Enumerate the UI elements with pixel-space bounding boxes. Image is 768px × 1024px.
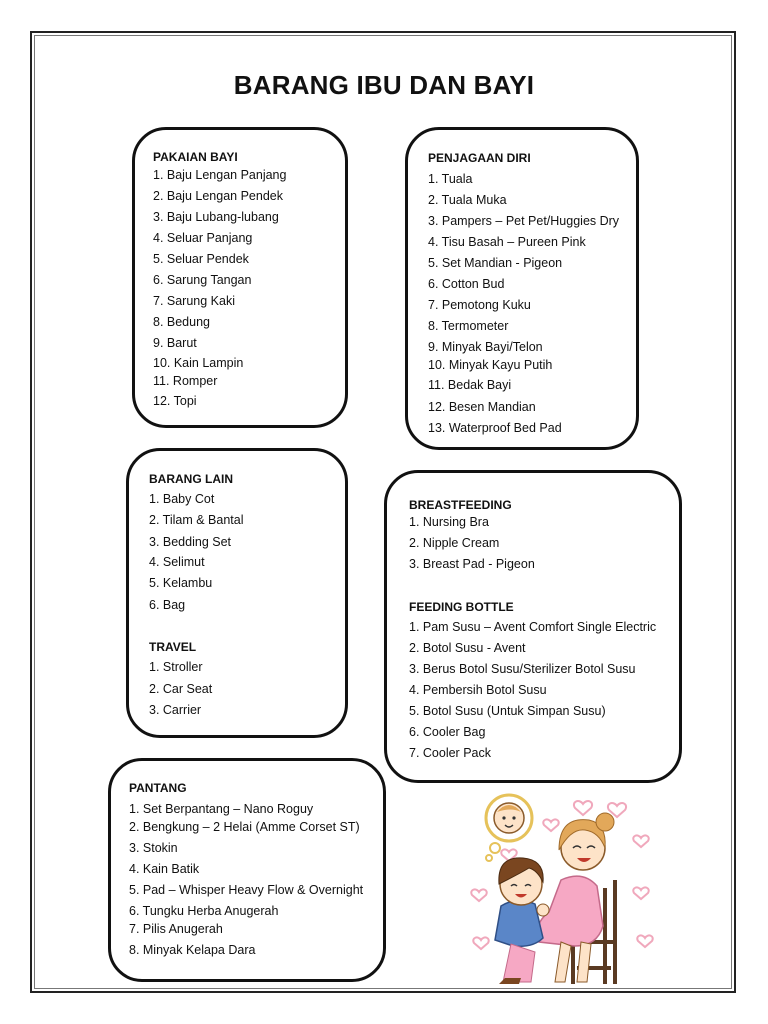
section-penjagaan-diri bbox=[405, 127, 639, 450]
list-item: 5. Botol Susu (Untuk Simpan Susu) bbox=[409, 704, 606, 718]
list-item: 3. Breast Pad - Pigeon bbox=[409, 557, 535, 571]
list-item: 6. Sarung Tangan bbox=[153, 273, 252, 287]
list-item: 4. Kain Batik bbox=[129, 862, 200, 876]
list-item: 1. Nursing Bra bbox=[409, 515, 489, 529]
list-item: 3. Stokin bbox=[129, 841, 178, 855]
list-item: 1. Set Berpantang – Nano Roguy bbox=[129, 802, 314, 816]
list-item: 9. Barut bbox=[153, 336, 197, 350]
section-pantang bbox=[108, 758, 386, 982]
list-item: 8. Minyak Kelapa Dara bbox=[129, 943, 256, 957]
list-item: 6. Bag bbox=[149, 598, 186, 612]
list-item: 5. Kelambu bbox=[149, 576, 213, 590]
section-heading: PANTANG bbox=[129, 781, 187, 795]
section-heading: PENJAGAAN DIRI bbox=[428, 151, 531, 165]
list-item: 2. Bengkung – 2 Helai (Amme Corset ST) bbox=[129, 820, 360, 834]
list-item: 4. Tisu Basah – Pureen Pink bbox=[428, 235, 586, 249]
list-item: 7. Pilis Anugerah bbox=[129, 922, 223, 936]
list-item: 2. Nipple Cream bbox=[409, 536, 500, 550]
list-item: 3. Berus Botol Susu/Sterilizer Botol Susu bbox=[409, 662, 636, 676]
list-item: 2. Botol Susu - Avent bbox=[409, 641, 526, 655]
list-item: 12. Topi bbox=[153, 394, 197, 408]
list-item: 2. Tilam & Bantal bbox=[149, 513, 244, 527]
page-title: BARANG IBU DAN BAYI bbox=[233, 70, 535, 100]
list-item: 4. Pembersih Botol Susu bbox=[409, 683, 547, 697]
list-item: 5. Set Mandian - Pigeon bbox=[428, 256, 563, 270]
list-item: 3. Bedding Set bbox=[149, 535, 232, 549]
list-item: 6. Tungku Herba Anugerah bbox=[129, 904, 279, 918]
section-heading: TRAVEL bbox=[149, 640, 197, 654]
list-item: 5. Pad – Whisper Heavy Flow & Overnight bbox=[129, 883, 364, 897]
list-item: 7. Sarung Kaki bbox=[153, 294, 235, 308]
list-item: 4. Selimut bbox=[149, 555, 205, 569]
list-item: 3. Carrier bbox=[149, 703, 202, 717]
list-item: 1. Baju Lengan Panjang bbox=[153, 168, 287, 182]
list-item: 8. Bedung bbox=[153, 315, 210, 329]
list-item: 2. Car Seat bbox=[149, 682, 213, 696]
list-item: 5. Seluar Pendek bbox=[153, 252, 249, 266]
list-item: 7. Pemotong Kuku bbox=[428, 298, 531, 312]
list-item: 6. Cooler Bag bbox=[409, 725, 486, 739]
couple-illustration bbox=[465, 792, 655, 989]
section-heading: BARANG LAIN bbox=[149, 472, 233, 486]
section-breastfeeding-feeding-bottle bbox=[384, 470, 682, 783]
list-item: 6. Cotton Bud bbox=[428, 277, 505, 291]
mother-figure bbox=[537, 813, 614, 982]
section-barang-lain-travel bbox=[126, 448, 348, 738]
list-item: 10. Kain Lampin bbox=[153, 356, 244, 370]
list-item: 10. Minyak Kayu Putih bbox=[428, 358, 553, 372]
list-item: 4. Seluar Panjang bbox=[153, 231, 253, 245]
list-item: 9. Minyak Bayi/Telon bbox=[428, 340, 543, 354]
section-pakaian-bayi bbox=[132, 127, 348, 428]
list-item: 1. Stroller bbox=[149, 660, 203, 674]
list-item: 1. Pam Susu – Avent Comfort Single Electric bbox=[409, 620, 657, 634]
list-item: 2. Baju Lengan Pendek bbox=[153, 189, 283, 203]
list-item: 8. Termometer bbox=[428, 319, 509, 333]
list-item: 11. Bedak Bayi bbox=[428, 378, 512, 392]
list-item: 3. Pampers – Pet Pet/Huggies Dry bbox=[428, 214, 620, 228]
list-item: 12. Besen Mandian bbox=[428, 400, 536, 414]
section-heading: BREASTFEEDING bbox=[409, 498, 512, 512]
list-item: 13. Waterproof Bed Pad bbox=[428, 421, 562, 435]
section-heading: PAKAIAN BAYI bbox=[153, 150, 238, 164]
list-item: 1. Baby Cot bbox=[149, 492, 215, 506]
list-item: 3. Baju Lubang-lubang bbox=[153, 210, 279, 224]
list-item: 7. Cooler Pack bbox=[409, 746, 491, 760]
list-item: 2. Tuala Muka bbox=[428, 193, 507, 207]
list-item: 1. Tuala bbox=[428, 172, 473, 186]
list-item: 11. Romper bbox=[153, 374, 218, 388]
section-heading: FEEDING BOTTLE bbox=[409, 600, 514, 614]
